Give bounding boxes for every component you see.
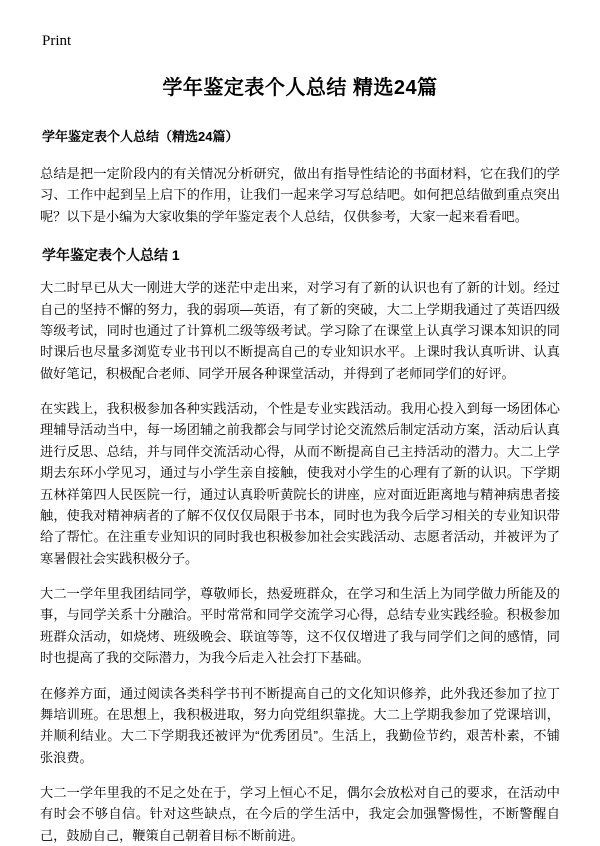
body-paragraph: 在修养方面，通过阅读各类科学书刊不断提高自己的文化知识修养，此外我还参加了拉丁舞培训班。在思想上，我积极进取，努力向党组织靠拢。大二上学期我参加了党课培训，并顺利结业。大二下学期我还被评为“优秀团员”。生活上，我勤俭节约，艰苦朴素，不铺张浪费。 [40,685,560,765]
body-paragraph: 大二时早已从大一刚进大学的迷茫中走出来，对学习有了新的认识也有了新的计划。经过自己的坚持不懈的努力，我的弱项—英语，有了新的突破，大二上学期我通过了英语四级等级考试，同时也通过了计算机二级等级考试。学习除了在课堂上认真学习课本知识的同时课后也尽量多浏览专业书刊以不断提高自己的专业知识水平。上课时我认真听讲、认真做好笔记，积极配合老师、同学开展各种课堂活动，并得到了老师同学们的好评。 [40,280,560,381]
page-title: 学年鉴定表个人总结 精选24篇 [162,77,438,99]
document-subtitle: 学年鉴定表个人总结（精选24篇） [42,129,239,144]
body-paragraph: 在实践上，我积极参加各种实践活动，个性是专业实践活动。我用心投入到每一场团体心理辅导活动当中，每一场团辅之前我都会与同学讨论交流然后制定活动方案，活动后认真进行反思、总结，并与同伴交流活动心得，从而不断提高自己主持活动的潜力。大二上学期去东环小学见习，通过与小学生亲自接触，使我对小学生的心理有了新的认识。下学期五林祥第四人民医院一行，通过认真聆听黄院长的讲座，应对面近距离地与精神病患者接触，使我对精神病者的了解不仅仅仅局限于书本，同时也为我今后学习相关的专业知识带给了帮忙。在注重专业知识的同时我也积极参加社会实践活动、志愿者活动，并被评为了寒暑假社会实践积极分子。 [40,401,560,566]
intro-paragraph: 总结是把一定阶段内的有关情况分析研究，做出有指导性结论的书面材料，它在我们的学习、工作中起到呈上启下的作用，让我们一起来学习写总结吧。如何把总结做到重点突出呢？以下是小编为大家收集的学年鉴定表个人总结，仅供参考，大家一起来看看吧。 [40,166,560,224]
body-paragraph: 大二一学年里我的不足之处在于，学习上恒心不足，偶尔会放松对自己的要求，在活动中有时会不够自信。针对这些缺点，在今后的学生活中，我定会加强警惕性，不断警醒自己，鼓励自己，鞭策自己朝着目标不断前进。 [40,785,560,843]
section-heading: 学年鉴定表个人总结 1 [42,247,180,264]
body-paragraph: 大二一学年里我团结同学，尊敬师长，热爱班群众，在学习和生活上为同学做力所能及的事，与同学关系十分融洽。平时常常和同学交流学习心得，总结专业实践经验。积极参加班群众活动，如烧烤、班级晚会、联谊等等，这不仅仅增进了我与同学们之间的感情，同时也提高了我的交际潜力，为我今后走入社会打下基础。 [40,586,560,666]
print-button[interactable]: Print [42,33,72,49]
